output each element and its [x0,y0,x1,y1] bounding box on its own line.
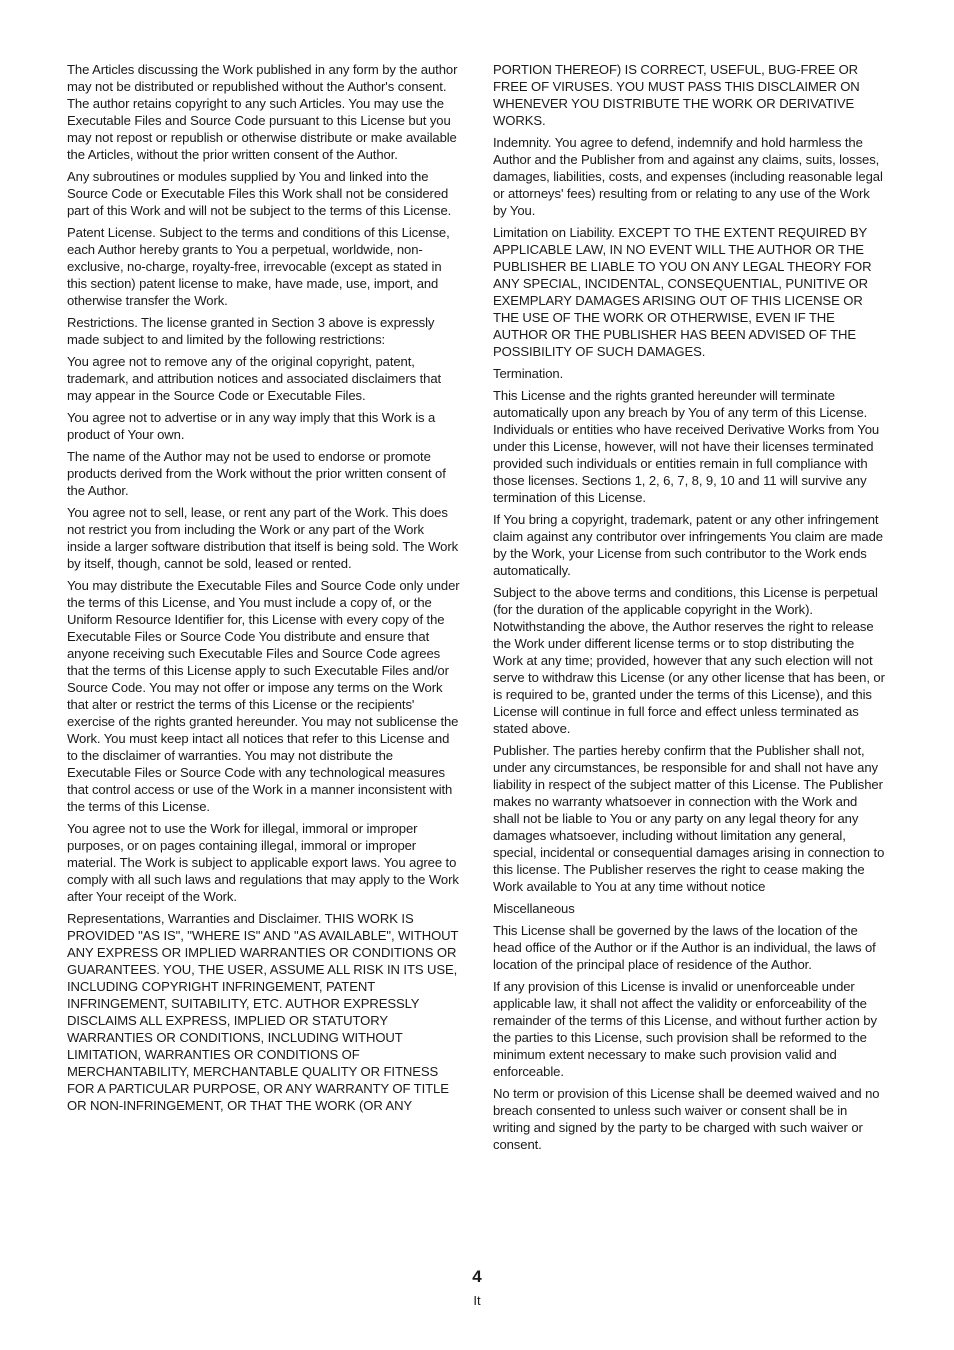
paragraph-author-name: The name of the Author may not be used to endorse or promote products derived from the Work without the prior written consent of the Author. [67,449,446,498]
paragraph-restrictions: Restrictions. The license granted in Section 3 above is expressly made subject to and limited by the following restrictions: [67,315,435,347]
paragraph-governing-law: This License shall be governed by the laws of the location of the head office of the Author or if the Author is an individual, the laws of location of the principal place of residence of the Author. [493,923,876,972]
paragraph-distribution: You may distribute the Executable Files and Source Code only under the terms of this License, and You must include a copy of, or the Uniform Resource Identifier for, this License with every copy of the Executable Files or Source Code You distribute and ensure that anyone receiving such Executable Files and Source Code agrees that the terms of this License apply to such Executable Files and/or Source Code. You may not offer or impose any terms on the Work that alter or restrict the terms of this License or the recipients' exercise of the rights granted hereunder. You may not sublicense the Work. You must keep intact all notices that refer to this License and to the disclaimer of warranties. You may not distribute the Executable Files or Source Code with any technological measures that control access or use of the Work in a manner inconsistent with the terms of this License. [67,578,460,814]
paragraph-perpetual: Subject to the above terms and conditions, this License is perpetual (for the duration of the applicable copyright in the Work). Notwithstanding the above, the Author reserves the right to release the Work under different license terms or to stop distributing the Work at any time; provided, however that any such election will not serve to withdraw this License (or any other license that has been, or is required to be, granted under the terms of this License), and this License will continue in full force and effect unless terminated as stated above. [493,585,885,736]
page-number: 4 [472,1267,482,1286]
paragraph-severability: If any provision of this License is invalid or unenforceable under applicable law, it shall not affect the validity or enforceability of the remainder of the terms of this License, and without further action by the parties to this License, such provision shall be reformed to the minimum extent necessary to make such provision valid and enforceable. [493,979,877,1079]
paragraph-sell-lease: You agree not to sell, lease, or rent any part of the Work. This does not restrict you from including the Work or any part of the Work inside a larger software distribution that itself is being sold. The Work by itself, though, cannot be sold, leased or rented. [67,505,459,571]
paragraph-patent-license: Patent License. Subject to the terms and conditions of this License, each Author hereby grants to You a perpetual, worldwide, non-exclusive, no-charge, royalty-free, irrevocable (except as stated in this section) patent license to make, have made, use, import, and otherwise transfer the Work. [67,225,450,308]
language-code: It [473,1293,481,1308]
paragraph-notices: You agree not to remove any of the original copyright, patent, trademark, and attribution notices and associated disclaimers that may appear in the Source Code or Executable Files. [67,354,442,403]
heading-miscellaneous: Miscellaneous [493,901,575,916]
paragraph-articles: The Articles discussing the Work published in any form by the author may not be distributed or republished without the Author's consent. The author retains copyright to any such Articles. You may use the Executable Files and Source Code pursuant to this License but you may not repost or republish or otherwise distribute or make available the Articles, without the prior written consent of the Author. [67,62,458,162]
paragraph-infringement-claim: If You bring a copyright, trademark, patent or any other infringement claim against any contributor over infringements You claim are made by the Work, your License from such contributor to the Work ends automatically. [493,512,883,578]
paragraph-warranties: Representations, Warranties and Disclaimer. THIS WORK IS PROVIDED "AS IS", "WHERE IS" AND "AS AVAILABLE", WITHOUT ANY EXPRESS OR IMPLIED WARRANTIES OR CONDITIONS OR GUARANTEES. YOU, THE USER, ASSUME ALL RISK IN ITS USE, INCLUDING COPYRIGHT INFRINGEMENT, PATENT INFRINGEMENT, SUITABILITY, ETC. AUTHOR EXPRESSLY DISCLAIMS ALL EXPRESS, IMPLIED OR STATUTORY WARRANTIES OR CONDITIONS, INCLUDING WITHOUT LIMITATION, WARRANTIES OR CONDITIONS OF MERCHANTABILITY, MERCHANTABLE QUALITY OR FITNESS FOR A PARTICULAR PURPOSE, OR ANY WARRANTY OF TITLE OR NON-INFRINGEMENT, OR THAT THE WORK (OR ANY [67,911,459,1113]
paragraph-publisher: Publisher. The parties hereby confirm that the Publisher shall not, under any circumstances, be responsible for and shall not have any liability in respect of the subject matter of this License. The Publisher makes no warranty whatsoever in connection with the Work and shall not be liable to You or any party on any legal theory for any damages whatsoever, including without limitation any general, special, incidental or consequential damages arising in connection to this license. The Publisher reserves the right to cease making the Work available to You at any time without notice [493,743,885,894]
paragraph-warranties-continued: PORTION THEREOF) IS CORRECT, USEFUL, BUG-FREE OR FREE OF VIRUSES. YOU MUST PASS THIS DISCLAIMER ON WHENEVER YOU DISTRIBUTE THE WORK OR DERIVATIVE WORKS. [493,62,860,128]
paragraph-indemnity: Indemnity. You agree to defend, indemnify and hold harmless the Author and the Publisher from and against any claims, suits, losses, damages, liabilities, costs, and expenses (including reasonable legal or attorneys' fees) resulting from or relating to any use of the Work by You. [493,135,883,218]
paragraph-subroutines: Any subroutines or modules supplied by You and linked into the Source Code or Executable Files this Work shall not be considered part of this Work and will not be subject to the terms of this License. [67,169,452,218]
paragraph-illegal-use: You agree not to use the Work for illegal, immoral or improper purposes, or on pages containing illegal, immoral or improper material. The Work is subject to applicable export laws. You agree to comply with all such laws and regulations that may apply to the Work after Your receipt of the Work. [67,821,459,904]
left-text-column [67,61,460,1119]
right-text-column [493,61,886,1158]
heading-termination: Termination. [493,366,564,381]
paragraph-waiver: No term or provision of this License shall be deemed waived and no breach consented to unless such waiver or consent shall be in writing and signed by the party to be charged with such waiver or consent. [493,1086,880,1152]
paragraph-advertise: You agree not to advertise or in any way imply that this Work is a product of Your own. [67,410,436,442]
paragraph-limitation-liability: Limitation on Liability. EXCEPT TO THE EXTENT REQUIRED BY APPLICABLE LAW, IN NO EVENT WILL THE AUTHOR OR THE PUBLISHER BE LIABLE TO YOU ON ANY LEGAL THEORY FOR ANY SPECIAL, INCIDENTAL, CONSEQUENTIAL, PUNITIVE OR EXEMPLARY DAMAGES ARISING OUT OF THIS LICENSE OR THE USE OF THE WORK OR OTHERWISE, EVEN IF THE AUTHOR OR THE PUBLISHER HAS BEEN ADVISED OF THE POSSIBILITY OF SUCH DAMAGES. [493,225,872,359]
paragraph-termination: This License and the rights granted hereunder will terminate automatically upon any breach by You of any term of this License. Individuals or entities who have received Derivative Works from You under this License, however, will not have their licenses terminated provided such individuals or entities remain in full compliance with those licenses. Sections 1, 2, 6, 7, 8, 9, 10 and 11 will survive any termination of this License. [493,388,880,505]
